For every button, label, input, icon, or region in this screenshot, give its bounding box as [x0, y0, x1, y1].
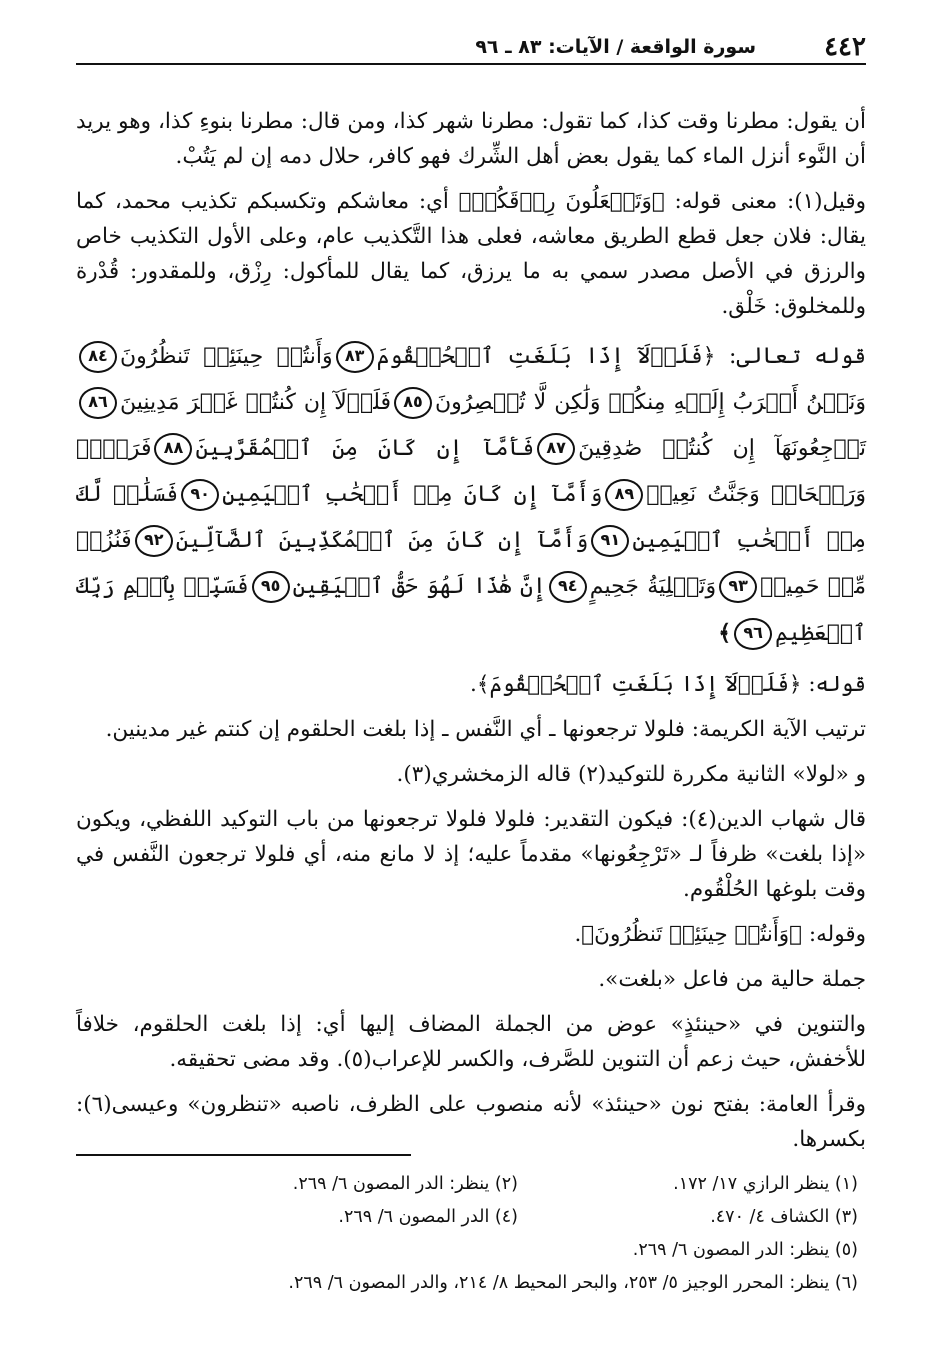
verse-text: وَأَمَّآ إِن كَانَ مِنۡ أَصۡحَٰبِ ٱلۡيَمِينِ	[222, 482, 603, 507]
verse-text: وَأَنتُمۡ حِينَئِذٖ تَنظُرُونَ	[120, 344, 333, 369]
ayah-number-medallion: ٨٩	[605, 479, 643, 511]
footnote-3: (٣) الكشاف ٤/ ٤٧٠.	[710, 1207, 858, 1227]
ayah-number-medallion: ٩٦	[734, 618, 772, 650]
page-header	[76, 30, 866, 66]
quran-close-bracket: ﴾	[718, 620, 732, 646]
ayah-number-medallion: ٨٤	[79, 341, 117, 373]
ayah-number-medallion: ٩٠	[181, 479, 219, 511]
verse-text: فَلَوۡلَآ إِن كُنتُمۡ غَيۡرَ مَدِينِينَ	[120, 390, 391, 415]
footnote-row	[76, 1201, 858, 1234]
book-page	[76, 30, 866, 1350]
quran-passage	[76, 334, 866, 657]
paragraph: قوله: ﴿فَلَوۡلَآ إِذَا بَلَغَتِ ٱلۡحُلۡقُومَ﴾.	[470, 672, 866, 697]
ayah-number-medallion: ٨٥	[394, 387, 432, 419]
ayah-number-medallion: ٩٥	[252, 571, 290, 603]
paragraph: جملة حالية من فاعل «بلغت».	[598, 967, 866, 992]
verse-text: ﴿فَلَوۡلَآ إِذَا بَلَغَتِ ٱلۡحُلۡقُومَ	[376, 344, 716, 369]
verse-text: إِنَّ هَٰذَا لَهُوَ حَقُّ ٱلۡيَقِينِ	[292, 574, 546, 599]
ayah-number-medallion: ٩٣	[719, 571, 757, 603]
ayah-number-medallion: ٩٢	[135, 525, 173, 557]
footnotes	[76, 1168, 858, 1300]
paragraph: قال شهاب الدين(٤): فيكون التقدير: فلولا فلولا ترجعونها من باب التوكيد اللفظي، ويكون «إذا بلغت» ظرفاً لـ «تَرْجِعُونها» مقدماً عليه؛ إذ لا مانع منه، أي فلولا ترجعون النَّفس في وقت بلوغها الحُلْقُوم.	[76, 807, 867, 902]
footnote-4: (٤) الدر المصون ٦/ ٢٦٩.	[338, 1207, 518, 1227]
verse-text: فَأَمَّآ إِن كَانَ مِنَ ٱلۡمُقَرَّبِينَ	[195, 436, 535, 461]
footnote-row	[76, 1168, 858, 1201]
footnote-6: (٦) ينظر: المحرر الوجيز ٥/ ٢٥٣، والبحر المحيط ٨/ ٢١٤، والدر المصون ٦/ ٢٦٩.	[288, 1273, 858, 1293]
verse-text: وَنَحۡنُ أَقۡرَبُ إِلَيۡهِ مِنكُمۡ وَلَٰكِن لَّا تُبۡصِرُونَ	[435, 390, 866, 415]
ayah-number-medallion: ٨٣	[336, 341, 374, 373]
header-rule	[76, 63, 866, 65]
paragraph: والتنوين في «حينئذٍ» عوض من الجملة المضاف إليها أي: إذا بلغت الحلقوم، خلافاً للأخفش، حيث زعم أن التنوين للصَّرف، والكسر للإعراب(٥). وقد مضى تحقيقه.	[76, 1012, 866, 1072]
ayah-number-medallion: ٨٨	[154, 433, 192, 465]
footnote-1: (١) ينظر الرازي ١٧/ ١٧٢.	[673, 1174, 858, 1194]
paragraph: ترتيب الآية الكريمة: فلولا ترجعونها ـ أي النَّفس ـ إذا بلغت الحلقوم إن كنتم غير مدينين.	[105, 717, 866, 742]
quran-intro: قوله تعالى:	[715, 344, 866, 369]
verse-list	[76, 344, 866, 646]
verse-text: وَتَصۡلِيَةُ جَحِيمٍ	[589, 574, 717, 599]
paragraph: وقيل(١): معنى قوله: ﴿وَتَجۡعَلُونَ رِزۡقَكُمۡ﴾ أي: معاشكم وتكسبكم تكذيب محمد، كما يقال: فلان جعل قطع الطريق معاشه، فعلى هذا التَّكذيب عام، وعلى الأول التكذيب خاص والرزق في الأصل مصدر سمي به ما يرزق، كما يقال للمأكول: رِزْق، وللمقدور: قُدْرة وللمخلوق: خَلْق.	[76, 189, 866, 319]
ayah-number-medallion: ٩١	[591, 525, 629, 557]
footnote-5: (٥) ينظر: الدر المصون ٦/ ٢٦٩.	[632, 1240, 858, 1260]
page-number: ٤٤٢	[824, 32, 866, 62]
paragraph: أن يقول: مطرنا وقت كذا، كما تقول: مطرنا شهر كذا، ومن قال: مطرنا بنوءِ كذا، وهو يريد أن النَّوء أنزل الماء كما يقول بعض أهل الشِّرك فهو كافر، حلال دمه إن لم يَتُبْ.	[76, 109, 866, 169]
ayah-number-medallion: ٩٤	[549, 571, 587, 603]
running-title: سورة الواقعة / الآيات: ٨٣ ـ ٩٦	[475, 36, 756, 58]
verse-text: فَنُزُلٞ مِّنۡ حَمِيمٖ	[76, 528, 866, 599]
verse-text: فَسَبِّحۡ بِٱسۡمِ رَبِّكَ ٱلۡعَظِيمِ	[76, 574, 866, 646]
ayah-number-medallion: ٨٧	[537, 433, 575, 465]
paragraph: وقوله: ﴿وَأَنتُمۡ حِينَئِذٖ تَنظُرُونَ﴾.	[574, 922, 866, 947]
paragraph: وقرأ العامة: بفتح نون «حينئذ» لأنه منصوب على الظرف، ناصبه «تنظرون» وعيسى(٦): بكسرها.	[76, 1092, 866, 1152]
footnote-rule	[76, 1154, 411, 1156]
footnote-2: (٢) ينظر: الدر المصون ٦/ ٢٦٩.	[292, 1174, 518, 1194]
verse-text: فَرَوۡحٞ وَرَيۡحَانٞ وَجَنَّتُ نَعِيمٖ	[76, 436, 866, 507]
verse-text: وَأَمَّآ إِن كَانَ مِنَ ٱلۡمُكَذِّبِينَ ٱلضَّآلِّينَ	[175, 528, 589, 553]
main-text	[76, 104, 866, 1157]
verse-text: فَسَلَٰمٞ لَّكَ مِنۡ أَصۡحَٰبِ ٱلۡيَمِينِ	[76, 482, 867, 553]
verse-text: تَرۡجِعُونَهَآ إِن كُنتُمۡ صَٰدِقِينَ	[578, 436, 866, 461]
paragraph: و «لولا» الثانية مكررة للتوكيد(٢) قاله الزمخشري(٣).	[396, 762, 866, 787]
ayah-number-medallion: ٨٦	[79, 387, 117, 419]
